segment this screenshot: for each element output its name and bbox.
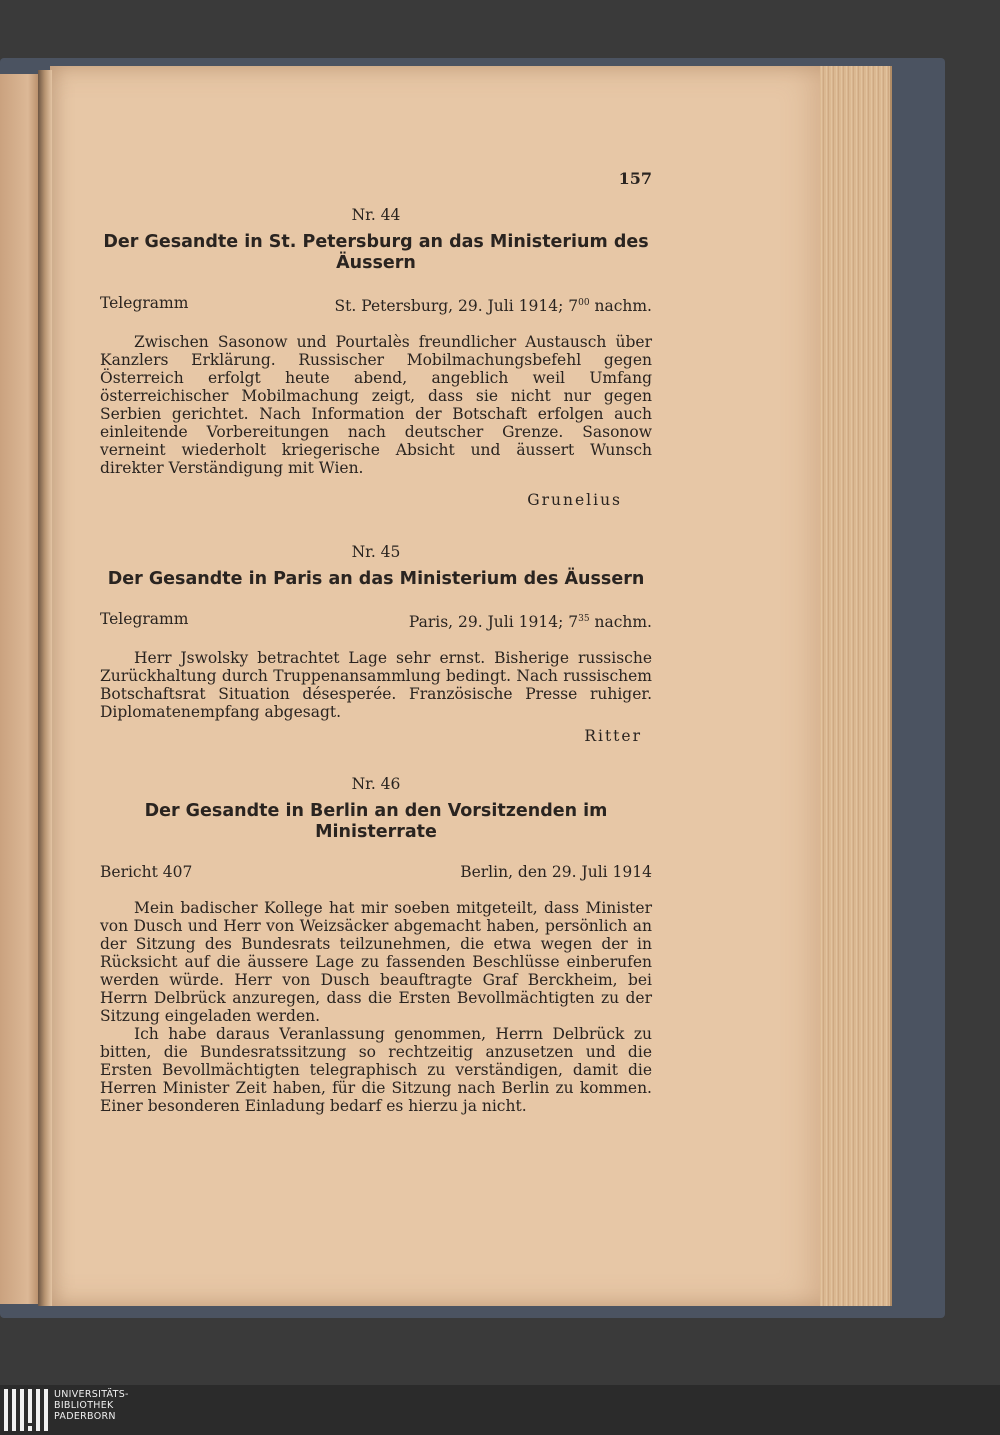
document-type: Telegramm: [100, 610, 189, 629]
paragraph: Ich habe daraus Veranlassung genommen, Herrn Delbrück zu bitten, die Bundesratssitzung so rechtzeitig anzusetzen und die Ersten Bevollmächtigten telegraphisch zu verständigen, damit die Herren Minister Zeit haben, für die Sitzung nach Berlin zu kommen. Einer besonderen Einladung bedarf es hierzu ja nicht.: [100, 1025, 652, 1116]
left-page-edge: [0, 74, 40, 1304]
document-body: [100, 899, 652, 1115]
document-date: Paris, 29. Juli 1914; $7^{35}$ nachm.: [408, 613, 652, 632]
book-gutter: [38, 70, 52, 1306]
document-title: Der Gesandte in Berlin an den Vorsitzenden im Ministerrate: [144, 801, 608, 843]
document-meta: [100, 863, 652, 881]
library-logo-icon: [4, 1389, 50, 1431]
signature: Ritter: [584, 727, 642, 746]
document-number: Nr. 45: [351, 543, 401, 562]
document-44: [100, 206, 652, 509]
document-body: [100, 333, 652, 477]
document-body: [100, 649, 652, 721]
paragraph: Herr Jswolsky betrachtet Lage sehr ernst. Bisherige russische Zurückhaltung durch Truppenansammlung bedingt. Nach russischem Botschaftsrat Situation désesperée. Französische Presse ruhiger. Diplomatenempfang abgesagt.: [100, 649, 652, 722]
document-title: Der Gesandte in St. Petersburg an das Ministerium des Äussern: [103, 232, 649, 273]
document-type: Bericht 407: [100, 863, 193, 882]
signature: Grunelius: [527, 491, 622, 510]
paragraph: Mein badischer Kollege hat mir soeben mitgeteilt, dass Minister von Dusch und Herr von Weizsäcker abgemacht haben, persönlich an der Sitzung des Bundesrats teilzunehmen, die etwa wegen der in Rücksicht auf die äussere Lage zu fassenden Beschlüsse einberufen werden würde. Herr von Dusch beauftragte Graf Berckheim, bei Herrn Delbrück anzuregen, dass die Ersten Bevollmächtigten zu der Sitzung eingeladen werden.: [100, 899, 652, 1026]
document-date: Berlin, den 29. Juli 1914: [460, 863, 652, 882]
page-stack-edge: [820, 66, 892, 1306]
document-number: Nr. 46: [351, 775, 401, 794]
page-content: [100, 170, 652, 1115]
document-46: [100, 775, 652, 1115]
document-number: Nr. 44: [351, 206, 401, 224]
document-45: [100, 543, 652, 745]
document-type: Telegramm: [100, 294, 189, 312]
document-meta: [100, 294, 652, 315]
paragraph: Zwischen Sasonow und Pourtalès freundlicher Austausch über Kanzlers Erklärung. Russischer Mobilmachungsbefehl gegen Österreich erfolgt heute abend, angeblich weil Umfang österreichischer Mobilmachung zeigt, dass sie nicht nur gegen Serbien gerichtet. Nach Information der Botschaft erfolgen auch einleitende Vorbereitungen nach deutscher Grenze. Sasonow verneint wiederholt kriegerische Absicht und äussert Wunsch direkter Verständigung mit Wien.: [100, 333, 652, 478]
page-number: 157: [618, 169, 652, 188]
document-title: Der Gesandte in Paris an das Ministerium des Äussern: [107, 569, 645, 590]
document-meta: [100, 610, 652, 631]
footer-bar: [0, 1385, 1000, 1435]
document-date: St. Petersburg, 29. Juli 1914; $7^{00}$ nachm.: [334, 297, 652, 316]
library-logo-text[interactable]: UNIVERSITÄTS- BIBLIOTHEK PADERBORN: [54, 1389, 129, 1422]
